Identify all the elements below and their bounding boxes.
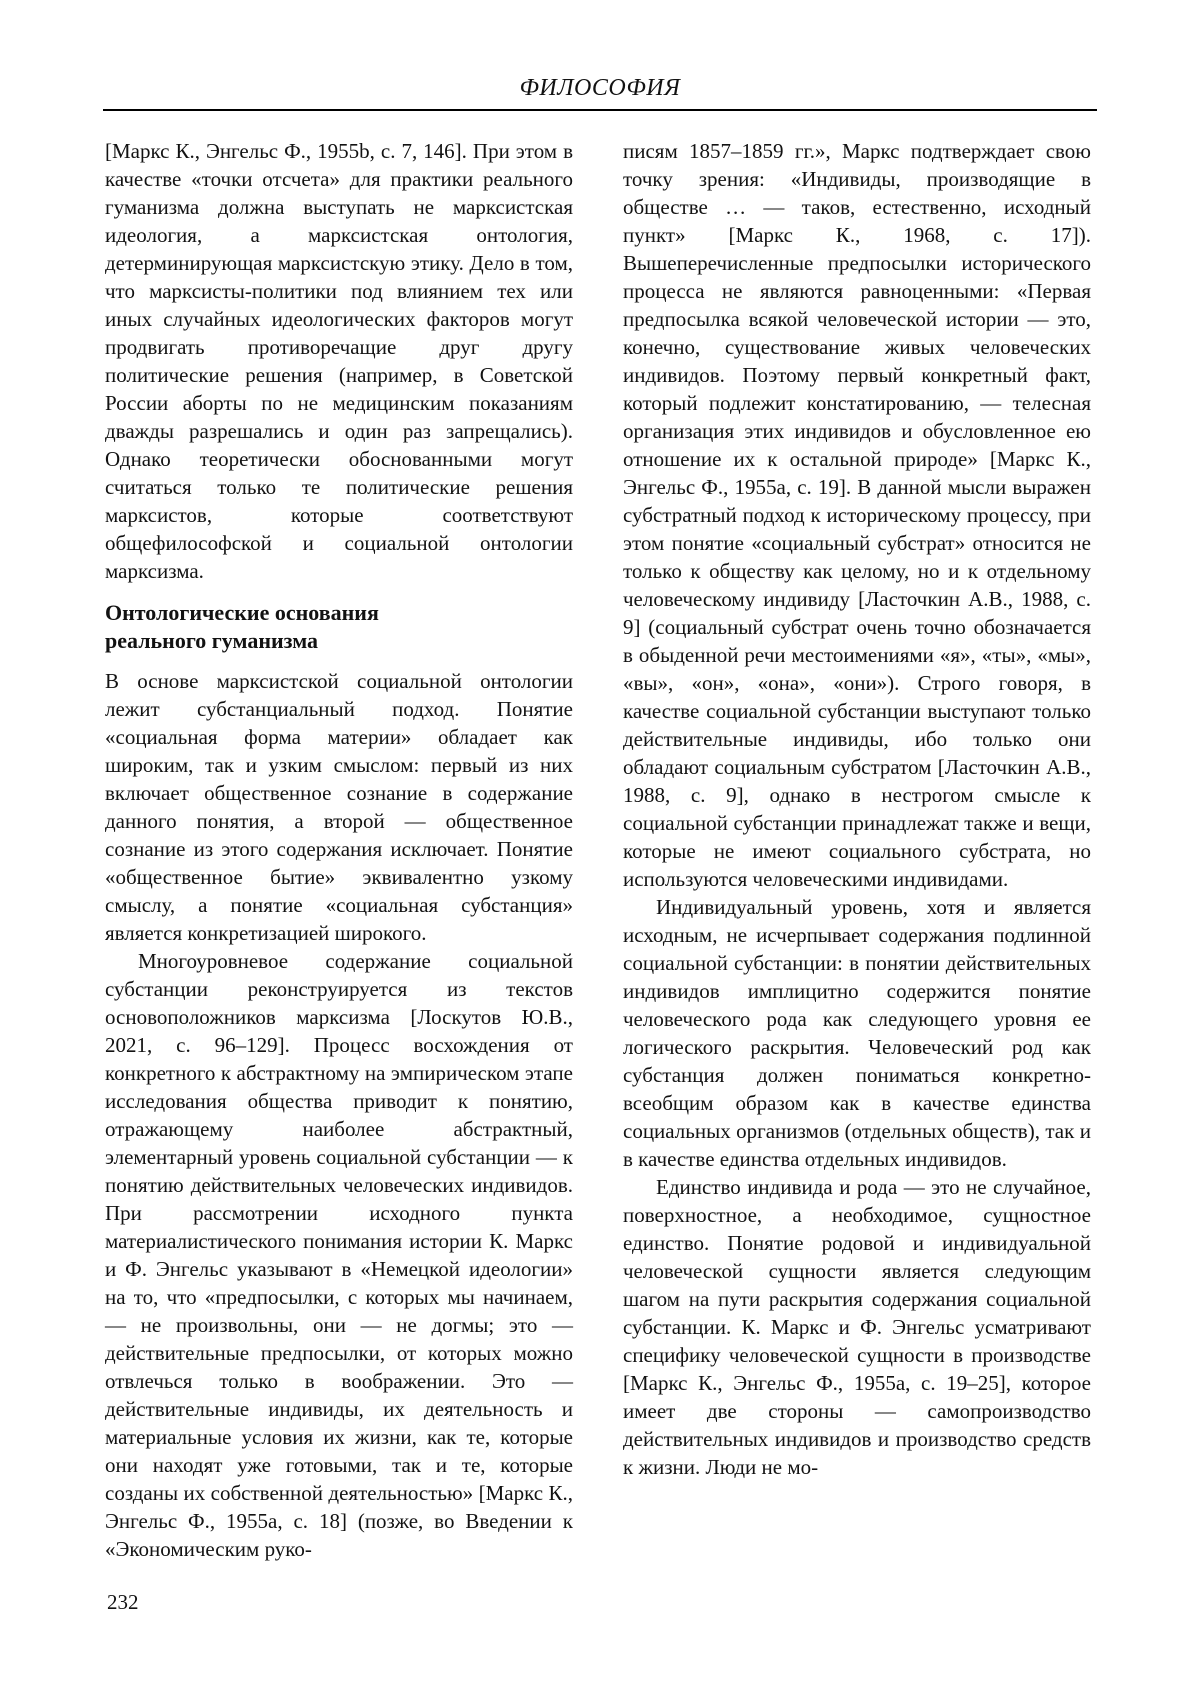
section-heading: [105, 599, 573, 655]
section-heading-line: реального гуманизма: [105, 628, 319, 653]
right-column: [623, 137, 1091, 1563]
running-head-title: ФИЛОСОФИЯ: [519, 75, 681, 101]
paragraph: Многоуровневое содержание социальной субстанции реконструируется из текстов основоположников марксизма [Лоскутов Ю.В., 2021, с. 96–129]. Процесс восхождения от конкретного к абстрактному на эмпирическом этапе исследования общества приводит к понятию, отражающему наиболее абстрактный, элементарный уровень социальной субстанции — к понятию действительных человеческих индивидов. При рассмотрении исходного пункта материалистического понимания истории К. Маркс и Ф. Энгельс указывают в «Немецкой идеологии» на то, что «предпосылки, с которых мы начинаем, — не произвольны, они — не догмы; это — действительные предпосылки, от которых можно отвлечься только в воображении. Это — действительные индивиды, их деятельность и материальные условия их жизни, как те, которые они находят уже готовыми, так и те, которые созданы их собственной деятельностью» [Маркс К., Энгельс Ф., 1955а, с. 18] (позже, во Введении к «Экономическим руко-: [105, 949, 573, 1561]
paragraph: Единство индивида и рода — это не случайное, поверхностное, а необходимое, сущностное единство. Понятие родовой и индивидуальной человеческой сущности является следующим шагом на пути раскрытия содержания социальной субстанции. К. Маркс и Ф. Энгельс усматривают специфику человеческой сущности в производстве [Маркс К., Энгельс Ф., 1955а, с. 19–25], которое имеет две стороны — самопроизводство действительных индивидов и производство средств к жизни. Люди не мо-: [623, 1175, 1091, 1479]
paragraph: В основе марксистской социальной онтологии лежит субстанциальный подход. Понятие «социальная форма материи» обладает как широким, так и узким смыслом: первый из них включает общественное сознание в содержание данного понятия, а второй — общественное сознание из этого содержания исключает. Понятие «общественное бытие» эквивалентно узкому смыслу, а понятие «социальная субстанция» является конкретизацией широкого.: [105, 669, 573, 945]
paragraph: Индивидуальный уровень, хотя и является исходным, не исчерпывает содержания подлинной социальной субстанции: в понятии действительных индивидов имплицитно содержится понятие человеческого рода как следующего уровня ее логического раскрытия. Человеческий род как субстанция должен пониматься конкретно-всеобщим образом как в качестве единства социальных организмов (отдельных обществ), так и в качестве единства отдельных индивидов.: [623, 895, 1091, 1171]
section-heading-line: Онтологические основания: [105, 600, 379, 625]
two-column-text-area: [0, 137, 1200, 1563]
paragraph-continuation: [Маркс К., Энгельс Ф., 1955b, с. 7, 146]. При этом в качестве «точки отсчета» для практики реального гуманизма должна выступать не марксистская идеология, а марксистская онтология, детерминирующая марксистскую этику. Дело в том, что марксисты-политики под влиянием тех или иных случайных идеологических факторов могут продвигать противоречащие друг другу политические решения (например, в Советской России аборты по не медицинским показаниям дважды разрешались и один раз запрещались). Однако теоретически обоснованными могут считаться только те политические решения марксистов, которые соответствуют общефилософской и социальной онтологии марксизма.: [105, 139, 573, 583]
paragraph-continuation: писям 1857–1859 гг.», Маркс подтверждает свою точку зрения: «Индивиды, производящие в обществе … — таков, естественно, исходный пункт» [Маркс К., 1968, с. 17]). Вышеперечисленные предпосылки исторического процесса не являются равноценными: «Первая предпосылка всякой человеческой истории — это, конечно, существование живых человеческих индивидов. Поэтому первый конкретный факт, который подлежит констатированию, — телесная организация этих индивидов и обусловленное ею отношение их к остальной природе» [Маркс К., Энгельс Ф., 1955а, с. 19]. В данной мысли выражен субстратный подход к историческому процессу, при этом понятие «социальный субстрат» относится не только к обществу как целому, но и к отдельному человеческому индивиду [Ласточкин А.В., 1988, с. 9] (социальный субстрат очень точно обозначается в обыденной речи местоимениями «я», «ты», «мы», «вы», «он», «она», «они»). Строго говоря, в качестве социальной субстанции выступают только действительные индивиды, ибо только они обладают социальным субстратом [Ласточкин А.В., 1988, с. 9], однако в нестрогом смысле к социальной субстанции принадлежат также и вещи, которые не имеют социального субстрата, но используются человеческими индивидами.: [623, 139, 1091, 891]
left-column: [105, 137, 573, 1563]
header-rule-divider: [103, 109, 1097, 111]
page-number: 232: [107, 1590, 139, 1614]
